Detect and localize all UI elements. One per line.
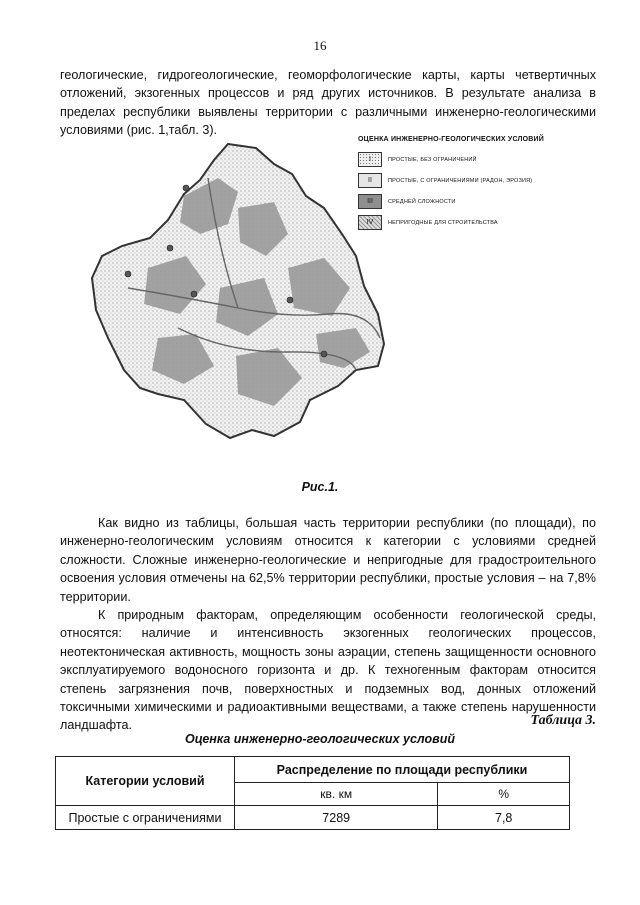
figure-caption: Рис.1. [301, 480, 339, 494]
table-row [56, 806, 570, 830]
intro-paragraph: геологические, гидрогеологические, геоморфологические карты, карты четвертичных отложений, экзогенных процессов и ряд других источников. В результате анализа в пределах республики выявлены территории с различными инженерно-геологическими условиями (рис. 1,табл. 3). [60, 68, 596, 138]
page-number: 16 [313, 38, 327, 53]
header-pct: % [438, 783, 570, 806]
cell-km: 7289 [235, 806, 438, 830]
cell-pct: 7,8 [438, 806, 570, 830]
legend-title: ОЦЕНКА ИНЖЕНЕРНО-ГЕОЛОГИЧЕСКИХ УСЛОВИЙ [358, 136, 544, 143]
legend-label: ПРОСТЫЕ, БЕЗ ОГРАНИЧЕНИЙ [388, 156, 477, 163]
legend-label: ПРОСТЫЕ, С ОГРАНИЧЕНИЯМИ (РАДОН, ЭРОЗИЯ) [388, 177, 533, 184]
legend-swatch: II [358, 173, 382, 188]
legend-label: НЕПРИГОДНЫЕ ДЛЯ СТРОИТЕЛЬСТВА [388, 219, 498, 226]
header-km: кв. км [235, 783, 438, 806]
cell-category: Простые с ограничениями [56, 806, 235, 830]
legend-swatch: III [358, 194, 382, 209]
legend-item [358, 212, 598, 233]
legend-swatch: IV [358, 215, 382, 230]
table-label: Таблица 3. [530, 713, 596, 728]
table-title: Оценка инженерно-геологических условий [185, 732, 455, 746]
legend-item [358, 170, 598, 191]
factors-paragraph: К природным факторам, определяющим особенности геологической среды, относятся: наличие и интенсивность экзогенных геологических процессов, неотектоническая активность, мощность зоны аэрации, степень защищенности основного эксплуатируемого водоносного горизонта и др. К техногенным факторам относится степень загрязнения почв, поверхностных и подземных вод, донных отложений токсичными химическими и радиоактивными веществами, а также степень нарушенности ландшафта. [60, 608, 596, 733]
analysis-paragraph: Как видно из таблицы, большая часть территории республики (по площади), по инженерно-геологическим условиям относится к категории с условиями средней сложности. Сложные инженерно-геологические и непригодные для градостроительного освоения условия отмечены на 62,5% территории республики, простые условия – на 7,8% территории. [60, 516, 596, 604]
map-legend [358, 136, 598, 233]
header-category: Категории условий [56, 757, 235, 806]
conditions-table [55, 756, 570, 830]
header-distribution: Распределение по площади республики [235, 757, 570, 783]
legend-item [358, 191, 598, 212]
legend-label: СРЕДНЕЙ СЛОЖНОСТИ [388, 198, 456, 205]
republic-map [88, 138, 404, 454]
legend-item [358, 149, 598, 170]
legend-swatch: I [358, 152, 382, 167]
